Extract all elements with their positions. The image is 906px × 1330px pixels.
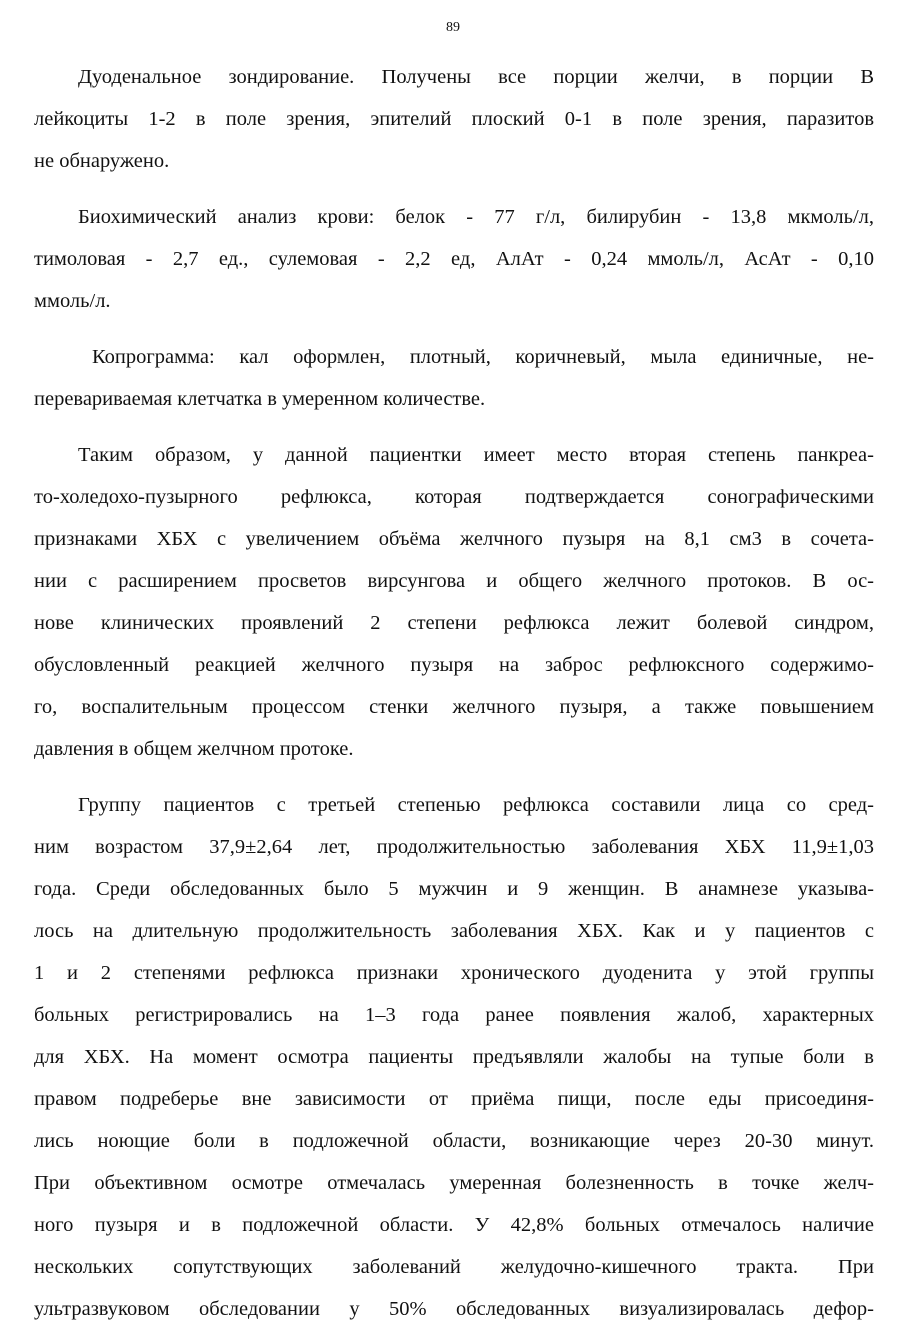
body-text [34, 56, 874, 1330]
text-line: ммоль/л. [34, 290, 111, 312]
paragraph-duodenal-probing [34, 56, 874, 182]
text-line: Дуоденальное зондирование. Получены все порции желчи, в порции В [78, 66, 874, 88]
page-number: 89 [446, 20, 460, 35]
text-line: признаками ХБХ с увеличением объёма желчного пузыря на 8,1 см3 в сочета- [34, 528, 874, 550]
text-line: нии с расширением просветов вирсунгова и общего желчного протоков. В ос- [34, 570, 874, 592]
text-line: Группу пациентов с третьей степенью рефлюкса составили лица со сред- [78, 794, 874, 816]
paragraph-third-degree-group [34, 784, 874, 1330]
text-line: для ХБХ. На момент осмотра пациенты предъявляли жалобы на тупые боли в [34, 1046, 874, 1068]
text-line: Копрограмма: кал оформлен, плотный, коричневый, мыла единичные, не- [92, 346, 874, 368]
paragraph-conclusion-second-degree [34, 434, 874, 770]
text-line: При объективном осмотре отмечалась умеренная болезненность в точке желч- [34, 1172, 874, 1194]
text-line: лейкоциты 1-2 в поле зрения, эпителий плоский 0-1 в поле зрения, паразитов [34, 108, 874, 130]
text-line: больных регистрировались на 1–3 года ранее появления жалоб, характерных [34, 1004, 874, 1026]
text-line: давления в общем желчном протоке. [34, 738, 354, 760]
text-line: Таким образом, у данной пациентки имеет место вторая степень панкреа- [78, 444, 874, 466]
text-line: обусловленный реакцией желчного пузыря на заброс рефлюксного содержимо- [34, 654, 874, 676]
text-line: нескольких сопутствующих заболеваний желудочно-кишечного тракта. При [34, 1256, 874, 1278]
text-line: тимоловая - 2,7 ед., сулемовая - 2,2 ед, АлАт - 0,24 ммоль/л, АсАт - 0,10 [34, 248, 874, 270]
text-line: лись ноющие боли в подложечной области, возникающие через 20-30 минут. [34, 1130, 874, 1152]
text-line: перевариваемая клетчатка в умеренном количестве. [34, 388, 486, 410]
text-line: Биохимический анализ крови: белок - 77 г/л, билирубин - 13,8 мкмоль/л, [78, 206, 874, 228]
text-line: го, воспалительным процессом стенки желчного пузыря, а также повышением [34, 696, 874, 718]
text-line: правом подреберье вне зависимости от приёма пищи, после еды присоединя- [34, 1088, 874, 1110]
text-line: то-холедохо-пузырного рефлюкса, которая подтверждается сонографическими [34, 486, 874, 508]
paragraph-biochemistry [34, 196, 874, 322]
text-line: не обнаружено. [34, 150, 170, 172]
text-line: лось на длительную продолжительность заболевания ХБХ. Как и у пациентов с [34, 920, 874, 942]
text-line: ультразвуковом обследовании у 50% обследованных визуализировалась дефор- [34, 1298, 874, 1320]
text-line: 1 и 2 степенями рефлюкса признаки хронического дуоденита у этой группы [34, 962, 874, 984]
text-line: ного пузыря и в подложечной области. У 42,8% больных отмечалось наличие [34, 1214, 874, 1236]
text-line: нове клинических проявлений 2 степени рефлюкса лежит болевой синдром, [34, 612, 874, 634]
paragraph-coprogram [34, 336, 874, 420]
text-line: ним возрастом 37,9±2,64 лет, продолжительностью заболевания ХБХ 11,9±1,03 [34, 836, 874, 858]
text-line: года. Среди обследованных было 5 мужчин и 9 женщин. В анамнезе указыва- [34, 878, 874, 900]
